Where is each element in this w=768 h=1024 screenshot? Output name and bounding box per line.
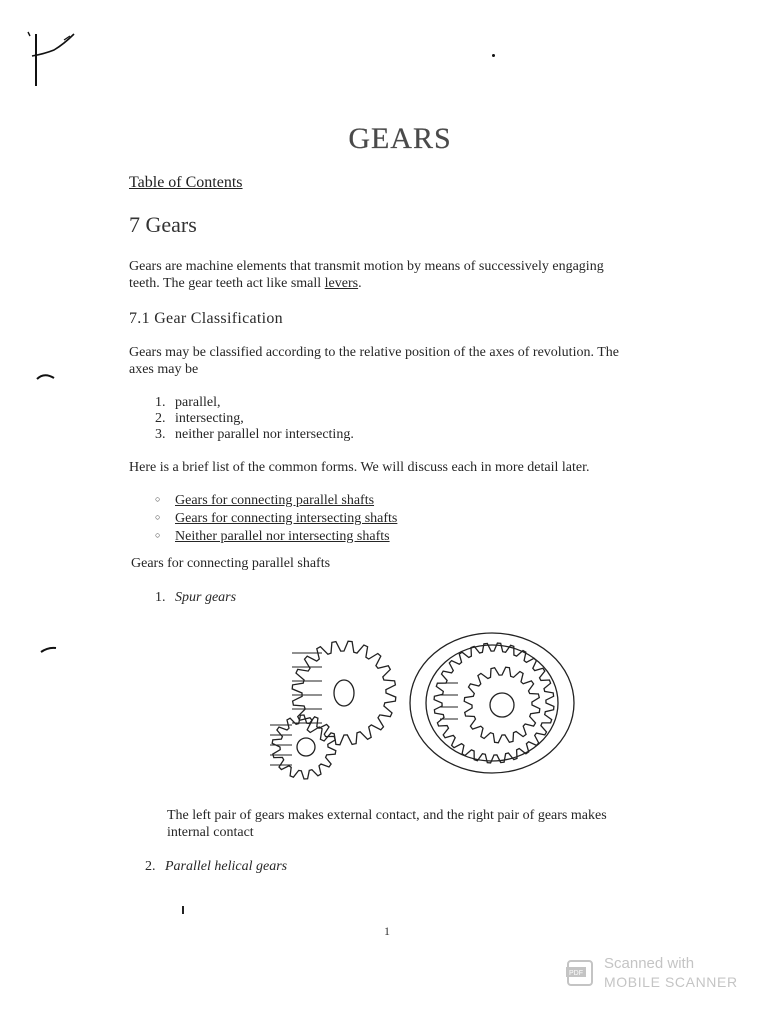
watermark-line-2: MOBILE SCANNER: [604, 974, 738, 990]
caption-line-1: The left pair of gears makes external contact, and the right pair of gears makes: [167, 808, 607, 823]
svg-text:PDF: PDF: [569, 970, 583, 977]
list-item: [155, 491, 397, 509]
pinion-hub: [490, 693, 514, 717]
list-item: [155, 527, 397, 545]
gear-hub: [334, 680, 354, 706]
figure-caption: [167, 807, 667, 841]
scanner-watermark: [566, 955, 746, 995]
section-heading: 7 Gears: [129, 212, 197, 237]
list-item: [155, 411, 354, 427]
margin-mark-icon: [34, 370, 60, 384]
external-gear-pair-icon: [270, 641, 396, 779]
intro-line-2-end: .: [358, 276, 362, 291]
item-number: 2.: [145, 859, 156, 874]
list-item-text: neither parallel nor intersecting.: [175, 427, 354, 442]
list-item-number: 2.: [155, 411, 166, 426]
spur-gears-figure: [262, 625, 662, 785]
intro-line-1: Gears are machine elements that transmit motion by means of successively engaging: [129, 259, 604, 274]
parallel-shafts-heading: Gears for connecting parallel shafts: [131, 556, 331, 571]
toc-link[interactable]: Table of Contents: [129, 174, 243, 191]
margin-mark-icon-2: [38, 644, 64, 658]
list-item-text: parallel,: [175, 395, 221, 410]
intro-line-2: [129, 275, 649, 292]
list-item-number: 1.: [155, 395, 166, 410]
classify-line-2: axes may be: [129, 362, 199, 377]
forms-list: [155, 491, 397, 545]
page-title: GEARS: [348, 122, 452, 155]
forms-link-parallel[interactable]: Gears for connecting parallel shafts: [175, 493, 375, 508]
scan-speck: [492, 54, 495, 57]
classification-paragraph: [129, 344, 649, 378]
forms-link-neither[interactable]: Neither parallel nor intersecting shafts: [175, 529, 390, 544]
levers-link[interactable]: levers: [324, 276, 359, 291]
brief-list-intro: Here is a brief list of the common forms. We will discuss each in more detail later.: [129, 460, 590, 475]
list-item-text: intersecting,: [175, 411, 244, 426]
forms-link-intersecting[interactable]: Gears for connecting intersecting shafts: [175, 511, 398, 526]
pdf-icon: [566, 959, 596, 987]
subsection-heading: 7.1 Gear Classification: [129, 310, 283, 327]
classify-line-1: Gears may be classified according to the relative position of the axes of revolution. The: [129, 345, 619, 360]
item-text: Parallel helical gears: [165, 859, 288, 874]
gear-hub: [297, 738, 315, 756]
bullet-icon: ○: [155, 512, 161, 522]
pinion-gear: [464, 667, 540, 743]
spur-gears-item: [155, 590, 236, 606]
large-spur-gear: [292, 641, 396, 745]
ring-gear-teeth: [434, 643, 554, 763]
intro-line-2-text: teeth. The gear teeth act like small: [129, 276, 325, 291]
item-number: 1.: [155, 590, 166, 605]
page-number: 1: [384, 924, 390, 938]
list-item: [155, 427, 354, 443]
scan-speck: [182, 906, 184, 914]
watermark-line-1: Scanned with: [604, 955, 695, 972]
caption-line-2: internal contact: [167, 825, 254, 840]
handwritten-mark-icon: [24, 26, 84, 96]
axes-list: [155, 395, 354, 443]
intro-paragraph: [129, 258, 649, 292]
bullet-icon: ○: [155, 494, 161, 504]
list-item-number: 3.: [155, 427, 166, 442]
item-text: Spur gears: [175, 590, 237, 605]
list-item: [155, 509, 397, 527]
list-item: [155, 395, 354, 411]
ring-gear-outer: [410, 633, 574, 773]
bullet-icon: ○: [155, 530, 161, 540]
internal-gear-pair-icon: [410, 633, 574, 773]
helical-gears-item: [145, 859, 287, 875]
